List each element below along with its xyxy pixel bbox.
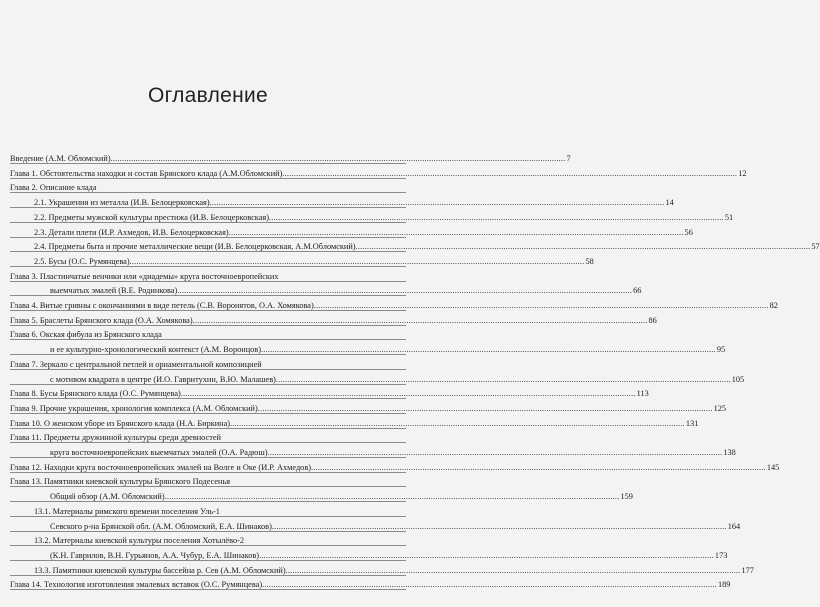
toc-page-number: 95 — [716, 345, 726, 355]
toc-entry — [34, 224, 693, 238]
toc-page-number: 66 — [633, 286, 642, 296]
toc-entry — [10, 312, 657, 326]
toc-entry — [10, 179, 405, 193]
toc-page-number: 56 — [684, 227, 693, 237]
toc-leader-dots: ........................................................................................................................................................................................................ — [260, 345, 716, 355]
toc-entry-title: Глава 1. Обстоятельства находки и состав Брянского клада (А.М.Обломский) — [10, 168, 283, 178]
toc-entry-title: Глава 8. Бусы Брянского клада (О.С. Румянцева) — [10, 389, 181, 399]
toc-leader-dots: ........................................................................................................................................................................................................ — [177, 286, 633, 296]
toc-entry — [34, 209, 734, 223]
toc-entry — [50, 282, 642, 296]
toc-leader-dots: ........................................................................................................................................................................................................ — [285, 565, 741, 575]
toc-entry — [50, 371, 745, 385]
toc-page-number: 159 — [620, 492, 633, 502]
toc-entry-title: Глава 14. Технология изготовления эмалевых вставок (О.С. Румянцева) — [10, 580, 263, 590]
toc-entry — [10, 473, 405, 487]
toc-entry — [10, 415, 699, 429]
toc-entry-title: Глава 13. Памятники киевской культуры Брянского Подесенья — [10, 477, 231, 487]
toc-leader-dots: ........................................................................................................................................................................................................ — [228, 227, 684, 237]
toc-entry — [34, 562, 754, 576]
toc-entry-title: с мотивом квадрата в центре (И.О. Гавритухин, В.Ю. Малашев) — [50, 374, 276, 384]
toc-entry-title: 13.1. Материалы римского времени поселения Уль-1 — [34, 506, 220, 516]
toc-entry — [34, 238, 820, 252]
toc-entry — [10, 400, 727, 414]
toc-entry-title: 13.2. Материалы киевской культуры поселения Хотылёво-2 — [34, 536, 245, 546]
toc-leader-dots: ........................................................................................................................................................................................................ — [355, 242, 811, 252]
toc-entry-title: Глава 6. Окская фибула из Брянского клада — [10, 330, 162, 340]
toc-entry-title: 2.4. Предметы быта и прочие металлические вещи (И.В. Белоцерковская, А.М.Обломский) — [34, 242, 356, 252]
toc-entry — [10, 150, 571, 164]
toc-entry — [10, 576, 731, 590]
toc-entry — [10, 385, 649, 399]
toc-page-number: 14 — [665, 198, 674, 208]
toc-page-number: 105 — [731, 374, 745, 384]
toc-entry-title: Севского р-на Брянской обл. (А.М. Обломский, Е.А. Шинаков) — [50, 521, 272, 531]
toc-page-number: 12 — [738, 168, 747, 178]
toc-page-number: 51 — [724, 212, 734, 222]
toc-entry — [10, 297, 778, 311]
toc-entry-title: Глава 4. Витые гривны с окончаниями в виде петель (С.В. Воронятов, О.А. Хомякова) — [10, 301, 314, 310]
toc-entry — [50, 444, 736, 458]
toc-page-number: 189 — [717, 580, 731, 590]
toc-leader-dots: ........................................................................................................................................................................................................ — [257, 403, 713, 413]
toc-entry-title: 13.3. Памятники киевской культуры бассейна р. Сев (А.М. Обломский) — [34, 565, 286, 575]
toc-entry-title: Глава 10. О женском уборе из Брянского клада (Н.А. Биркина) — [10, 418, 231, 428]
toc-page-number: 7 — [566, 154, 571, 163]
toc-leader-dots: ........................................................................................................................................................................................................ — [267, 448, 723, 457]
toc-page-number: 57 — [811, 242, 820, 252]
toc-page-number: 58 — [585, 256, 594, 266]
toc-leader-dots: ........................................................................................................................................................................................................ — [268, 212, 724, 222]
toc-leader-dots: ........................................................................................................................................................................................................ — [311, 462, 766, 472]
toc-leader-dots: ........................................................................................................................................................................................................ — [129, 256, 585, 266]
toc-entry — [10, 429, 405, 443]
toc-row-divider — [10, 589, 406, 590]
toc-entry-title: Глава 2. Описание клада — [10, 183, 97, 193]
toc-entry-title: Глава 3. Пластинчатые венчики или «диадемы» круга восточноевропейских — [10, 271, 279, 281]
toc-entry-title: Глава 12. Находки круга восточноевропейских эмалей на Волге и Оке (И.Р. Ахмедов) — [10, 462, 312, 472]
toc-entry-title: 2.3. Детали плети (И.Р. Ахмедов, И.В. Белоцерковская) — [34, 227, 229, 237]
toc-page-number: 131 — [685, 418, 699, 428]
toc-leader-dots: ........................................................................................................................................................................................................ — [259, 550, 714, 560]
page-title: Оглавление — [147, 84, 269, 107]
toc-page-number: 113 — [636, 389, 649, 399]
toc-page-number: 86 — [648, 315, 657, 325]
toc-entry — [34, 253, 594, 267]
toc-entry-title: 2.5. Бусы (О.С. Румянцева) — [34, 256, 130, 266]
toc-leader-dots: ........................................................................................................................................................................................................ — [209, 198, 665, 208]
toc-leader-dots: ........................................................................................................................................................................................................ — [271, 521, 727, 531]
toc-entry-title: Общий обзор (А.М. Обломский) — [50, 492, 165, 502]
toc-entry-title: Введение (А.М. Обломский) — [10, 154, 111, 163]
toc-entry-title: Глава 11. Предметы дружинной культуры среди древностей — [10, 433, 221, 443]
toc-page-number: 138 — [723, 448, 736, 457]
toc-leader-dots: ........................................................................................................................................................................................................ — [110, 154, 566, 163]
toc-page-number: 82 — [769, 301, 778, 310]
toc-entry — [34, 194, 674, 208]
toc-entry-title: и ее культурно-хронологический контекст (А.М. Воронцов) — [50, 345, 261, 355]
toc-leader-dots: ........................................................................................................................................................................................................ — [180, 389, 636, 399]
toc-entry-title: выемчатых эмалей (В.Е. Родинкова) — [50, 286, 178, 296]
toc-page-number: 173 — [714, 550, 728, 560]
toc-leader-dots: ........................................................................................................................................................................................................ — [313, 301, 769, 310]
toc-leader-dots: ........................................................................................................................................................................................................ — [164, 492, 620, 502]
toc-entry — [50, 518, 741, 532]
toc-entry-title: 2.1. Украшения из металла (И.В. Белоцерковская) — [34, 198, 210, 208]
toc-entry-title: Глава 7. Зеркало с центральной петлей и орнаментальной композицией — [10, 359, 262, 369]
toc-entry-title: Глава 5. Браслеты Брянского клада (О.А. Хомякова) — [10, 315, 193, 325]
toc-entry — [34, 503, 405, 517]
toc-entry-title: 2.2. Предметы мужской культуры престижа (И.В. Белоцерковская) — [34, 212, 269, 222]
toc-entry-title: (К.Н. Гаврилов, В.Н. Гурьянов, А.А. Чубур, Е.А. Шинаков) — [50, 550, 260, 560]
toc-entry — [10, 326, 405, 340]
toc-entry — [10, 356, 405, 370]
toc-entry — [10, 165, 747, 179]
toc-entry — [50, 547, 728, 561]
toc-leader-dots: ........................................................................................................................................................................................................ — [275, 374, 731, 384]
toc-leader-dots: ........................................................................................................................................................................................................ — [192, 315, 648, 325]
toc-page-number: 125 — [713, 403, 727, 413]
toc-entry-title: круга восточноевропейских выемчатых эмалей (О.А. Радюш) — [50, 448, 268, 457]
toc-entry — [50, 341, 726, 355]
toc-entry-title: Глава 9. Прочие украшения, хронология комплекса (А.М. Обломский) — [10, 403, 258, 413]
toc-page-number: 164 — [727, 521, 741, 531]
toc-leader-dots: ........................................................................................................................................................................................................ — [230, 418, 685, 428]
toc-entry — [10, 268, 405, 282]
toc-entry — [10, 459, 780, 473]
toc-page-number: 145 — [766, 462, 780, 472]
toc-entry — [34, 532, 405, 546]
toc-leader-dots: ........................................................................................................................................................................................................ — [282, 168, 738, 178]
toc-page-number: 177 — [741, 565, 754, 575]
toc-entry — [50, 488, 633, 502]
toc-leader-dots: ........................................................................................................................................................................................................ — [262, 580, 717, 590]
